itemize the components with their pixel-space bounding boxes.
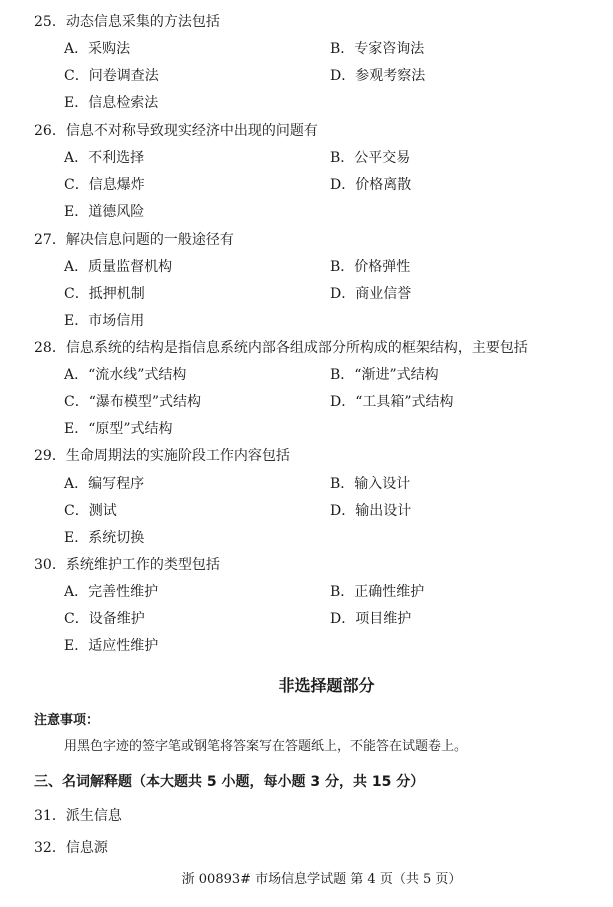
q30-option-a: A．完善性维护 (64, 584, 159, 600)
q26-option-c: C．信息爆炸 (64, 177, 145, 193)
question-26-stem: 26．信息不对称导致现实经济中出现的问题有 (34, 123, 318, 139)
notice-title: 注意事项： (34, 713, 100, 728)
q30-option-e: E．适应性维护 (64, 638, 159, 654)
part-three-heading: 三、名词解释题（本大题共 5 小题，每小题 3 分，共 15 分） (34, 774, 425, 790)
q28-option-e: E．“原型”式结构 (64, 421, 173, 437)
q25-option-a: A．采购法 (64, 41, 131, 57)
question-27-stem: 27．解决信息问题的一般途径有 (34, 232, 234, 248)
q25-option-d: D．参观考察法 (330, 68, 426, 84)
q28-option-c: C．“瀑布模型”式结构 (64, 394, 202, 410)
q28-option-d: D．“工具箱”式结构 (330, 394, 454, 410)
question-29-stem: 29．生命周期法的实施阶段工作内容包括 (34, 448, 290, 464)
q29-option-e: E．系统切换 (64, 530, 145, 546)
q25-option-b: B．专家咨询法 (330, 41, 425, 57)
question-30-stem: 30．系统维护工作的类型包括 (34, 557, 220, 573)
q28-option-b: B．“渐进”式结构 (330, 367, 439, 383)
q25-option-c: C．问卷调查法 (64, 68, 159, 84)
page-footer: 浙 00893# 市场信息学试题 第 4 页（共 5 页） (181, 872, 462, 887)
q28-option-a: A．“流水线”式结构 (64, 367, 187, 383)
q26-option-a: A．不利选择 (64, 150, 145, 166)
q27-option-a: A．质量监督机构 (64, 259, 173, 275)
q25-option-e: E．信息检索法 (64, 95, 159, 111)
q27-option-e: E．市场信用 (64, 313, 145, 329)
q29-option-a: A．编写程序 (64, 476, 145, 492)
q27-option-b: B．价格弹性 (330, 259, 411, 275)
q30-option-b: B．正确性维护 (330, 584, 425, 600)
notice-text: 用黑色字迹的签字笔或钢笔将答案写在答题纸上，不能答在试题卷上。 (64, 739, 468, 754)
question-28-stem: 28．信息系统的结构是指信息系统内部各组成部分所构成的框架结构，主要包括 (34, 340, 528, 356)
question-25-stem: 25．动态信息采集的方法包括 (34, 14, 220, 30)
q27-option-d: D．商业信誉 (330, 286, 412, 302)
q29-option-c: C．测试 (64, 503, 117, 519)
section-title: 非选择题部分 (278, 676, 375, 695)
question-32-stem: 32．信息源 (34, 840, 108, 856)
question-31-stem: 31．派生信息 (34, 808, 122, 824)
q26-option-e: E．道德风险 (64, 204, 145, 220)
q29-option-d: D．输出设计 (330, 503, 412, 519)
q26-option-b: B．公平交易 (330, 150, 411, 166)
q29-option-b: B．输入设计 (330, 476, 411, 492)
q26-option-d: D．价格离散 (330, 177, 412, 193)
q27-option-c: C．抵押机制 (64, 286, 145, 302)
q30-option-d: D．项目维护 (330, 611, 412, 627)
q30-option-c: C．设备维护 (64, 611, 145, 627)
